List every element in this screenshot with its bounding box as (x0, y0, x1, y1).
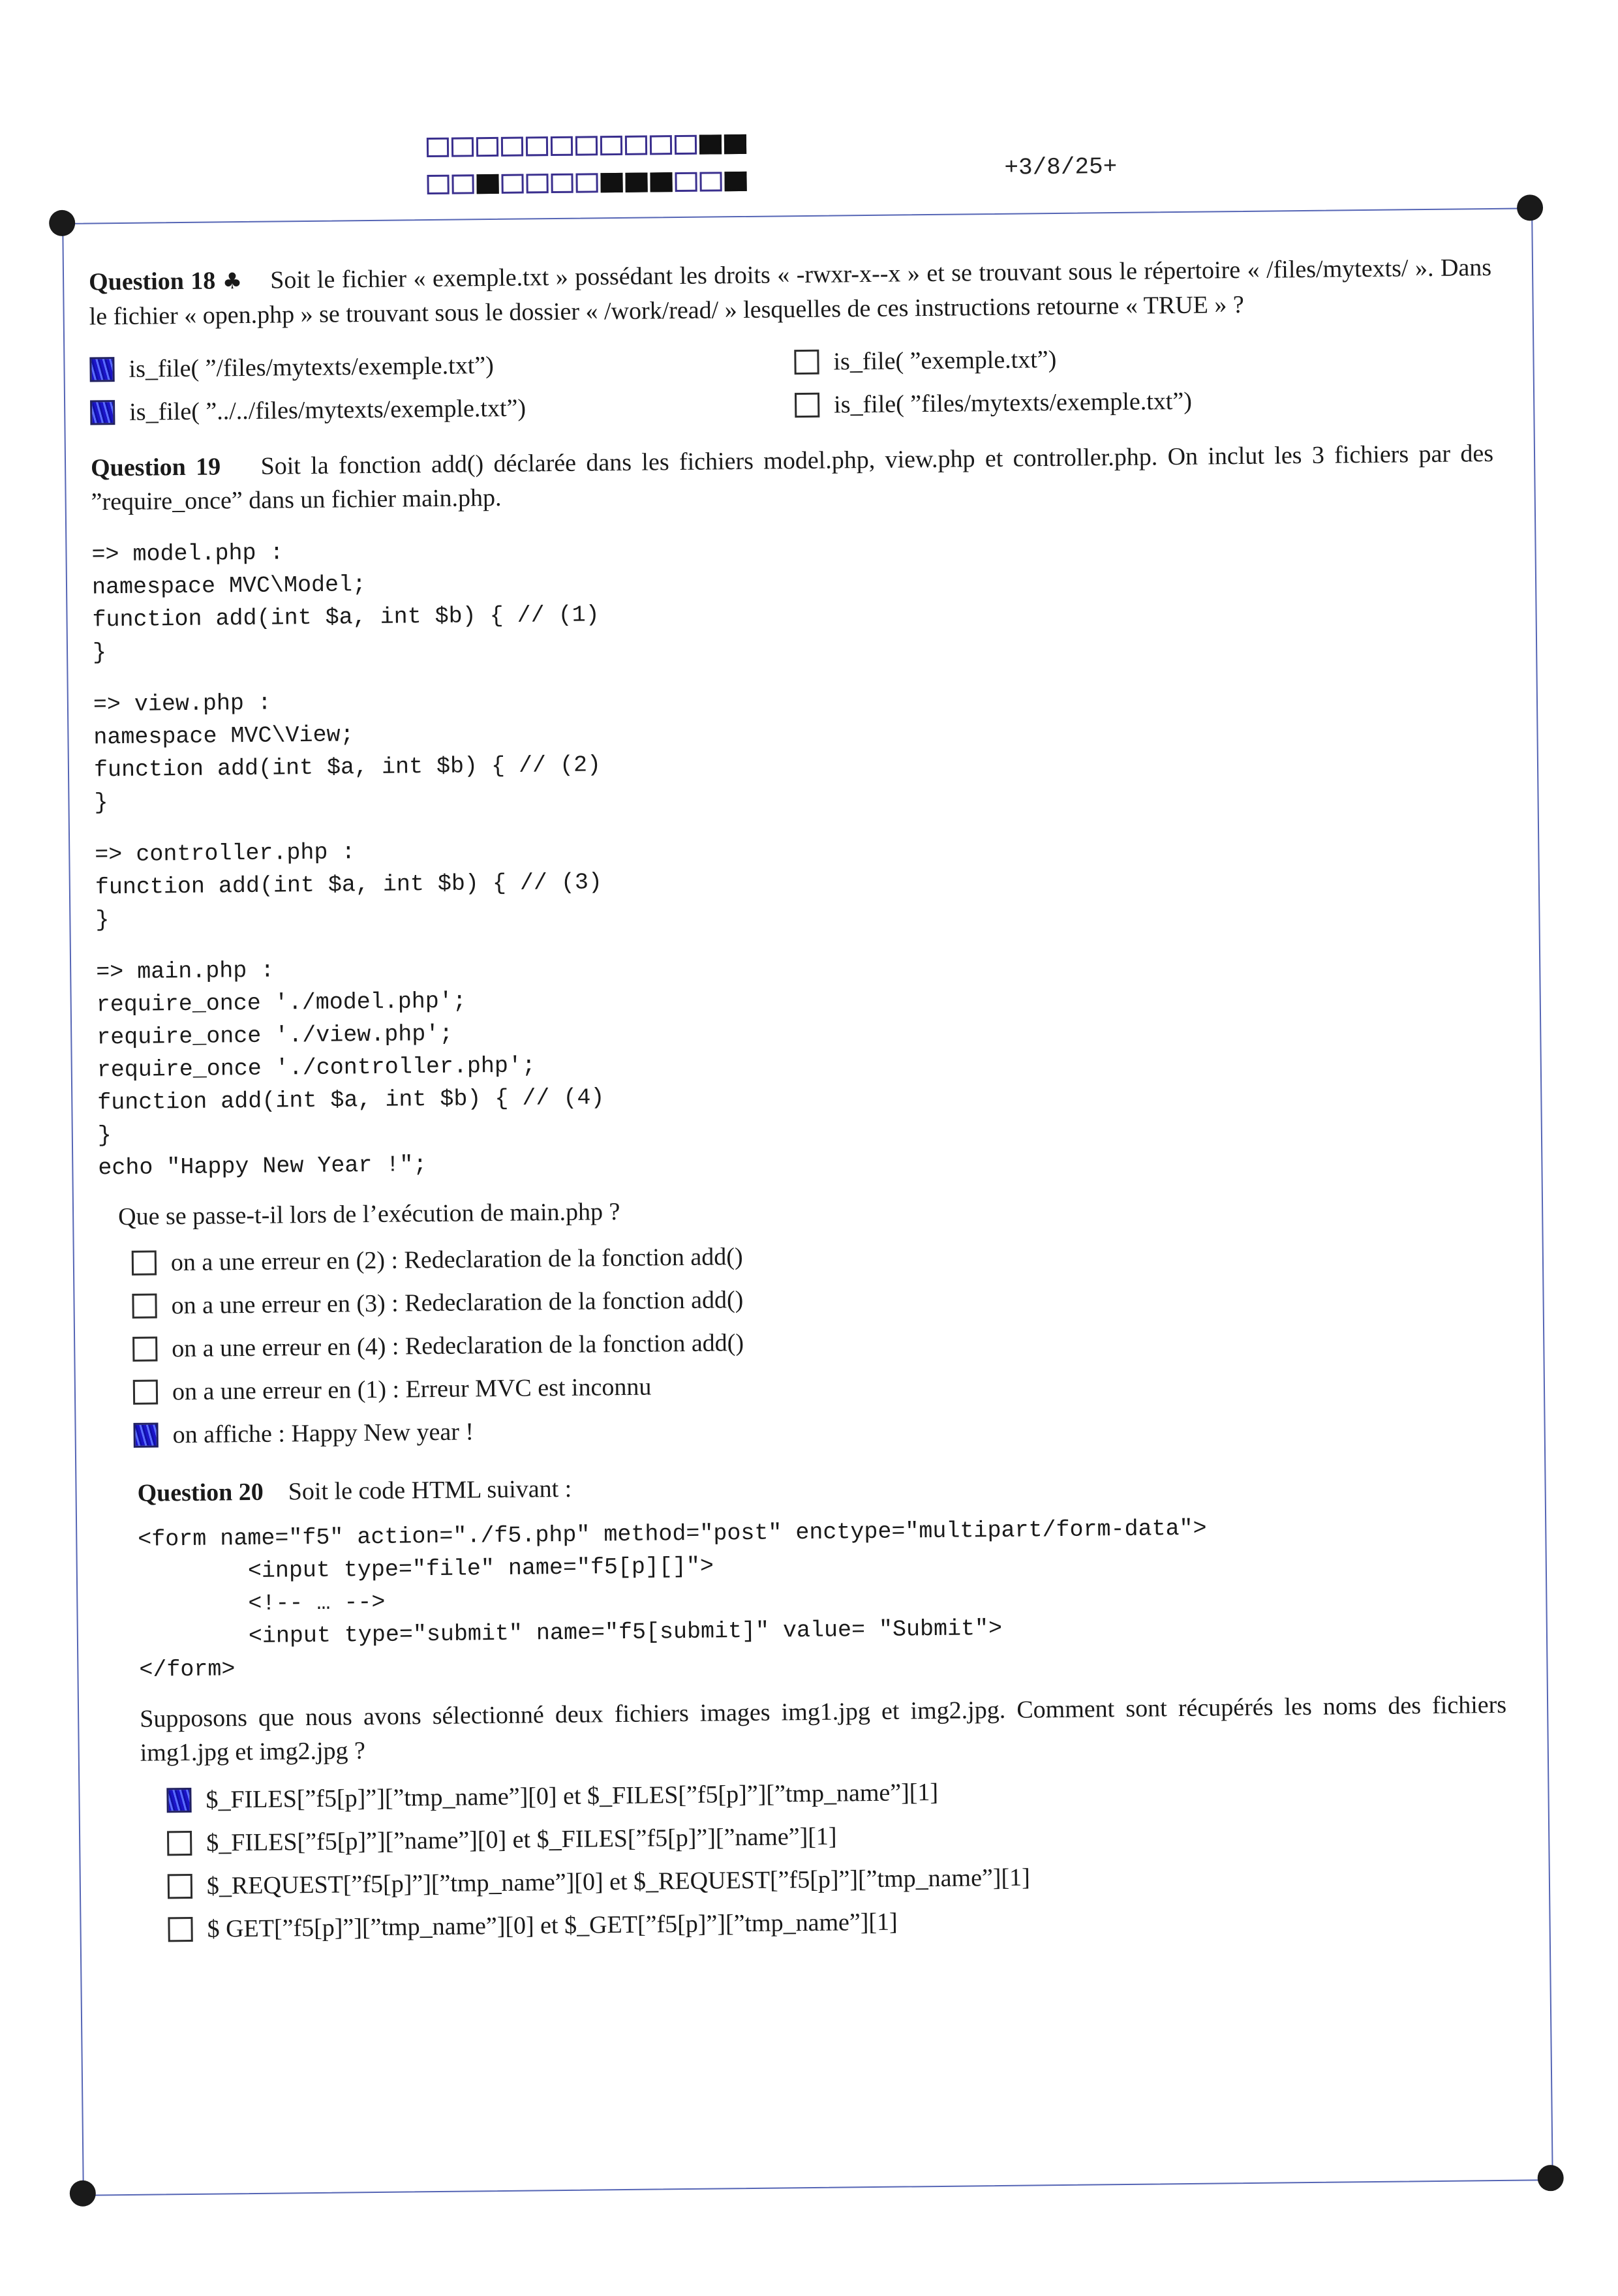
code-cell (501, 137, 523, 157)
q18-title: Question 18 (88, 267, 216, 296)
code-cell (551, 136, 573, 156)
option-label: on a une erreur en (1) : Erreur MVC est inconnu (172, 1373, 652, 1406)
option-label: $_FILES[”f5[p]”][”tmp_name”][0] et $_FILES[”f5[p]”][”tmp_name”][1] (206, 1778, 939, 1814)
code-cell (600, 136, 622, 155)
code-cell (451, 137, 474, 157)
checkbox[interactable] (132, 1250, 157, 1275)
q20-text-line2: fichiers img1.jpg et img2.jpg ? (140, 1691, 1507, 1767)
q20-title: Question 20 (137, 1478, 264, 1507)
scan-code-row-2 (427, 172, 749, 194)
code-cell (675, 135, 697, 155)
code-cell (724, 172, 746, 191)
code-cell (451, 174, 474, 194)
checkbox[interactable] (795, 393, 819, 418)
code-model-php: => model.php : namespace MVC\Model; function add(int $a, int $b) { // (1) } (91, 540, 600, 666)
q19-text (91, 436, 1494, 519)
checkbox[interactable] (89, 357, 114, 382)
code-cell (476, 174, 498, 194)
code-cell (427, 138, 449, 157)
code-cell (427, 175, 449, 194)
corner-marker-bottom-left (70, 2181, 96, 2207)
code-view-php: => view.php : namespace MVC\View; function add(int $a, int $b) { // (2) } (93, 690, 602, 816)
code-cell (600, 173, 622, 192)
code-cell (575, 136, 598, 155)
q19-text-line2: par des ”require_once” dans un fichier main.php. (91, 439, 1494, 516)
exam-content (89, 251, 1509, 1952)
checkbox[interactable] (133, 1379, 158, 1404)
q20-intro: Soit le code HTML suivant : (288, 1475, 572, 1506)
checkbox[interactable] (133, 1422, 158, 1447)
option-label: is_file( ”../../files/mytexts/exemple.txt”) (129, 394, 527, 426)
checkbox[interactable] (168, 1874, 192, 1899)
code-cell (476, 137, 498, 157)
option-label: on a une erreur en (4) : Redeclaration de la fonction add() (172, 1329, 744, 1363)
option-label: on a une erreur en (3) : Redeclaration de la fonction add() (171, 1286, 744, 1320)
checkbox[interactable] (167, 1831, 192, 1856)
code-cell (551, 174, 573, 193)
code-cell (675, 172, 697, 192)
checkbox[interactable] (794, 350, 819, 375)
code-cell (699, 172, 722, 191)
q18-option-1[interactable] (89, 341, 795, 391)
q19-question: Que se passe-t-il lors de l’exécution de main.php ? (117, 1198, 620, 1231)
q18-text-line2: /files/mytexts/ ». Dans le fichier « open.php » se trouvant sous le dossier « /work/read/ » lesquelles de ces instructions retourne (89, 253, 1492, 331)
q20-heading (137, 1462, 1504, 1510)
option-label: on a une erreur en (2) : Redeclaration de la fonction add() (170, 1243, 743, 1277)
question-20 (137, 1462, 1509, 1952)
code-controller-php: => controller.php : function add(int $a, int $b) { // (3) } (95, 839, 603, 934)
q18-text-line3: « TRUE » ? (1125, 290, 1244, 320)
q20-text-line1: Supposons que nous avons sélectionné deux fichiers images img1.jpg et img2.jpg. Comment sont récupérés les noms des (139, 1692, 1422, 1733)
option-label: $_REQUEST[”f5[p]”][”tmp_name”][0] et $_REQUEST[”f5[p]”][”tmp_name”][1] (206, 1863, 1030, 1900)
page-id: +3/8/25+ (1004, 153, 1118, 181)
q18-options (89, 333, 1493, 435)
option-label: $ GET[”f5[p]”][”tmp_name”][0] et $_GET[”f5[p]”][”tmp_name”][1] (207, 1908, 898, 1943)
code-cell (575, 173, 598, 192)
code-cell (526, 136, 548, 156)
code-cell (501, 174, 523, 194)
option-label: is_file( ”exemple.txt”) (833, 345, 1057, 376)
option-label: $_FILES[”f5[p]”][”name”][0] et $_FILES[”f5[p]”][”name”][1] (206, 1822, 837, 1857)
option-label: on affiche : Happy New year ! (172, 1418, 474, 1449)
corner-marker-bottom-right (1537, 2165, 1563, 2191)
code-cell (625, 136, 647, 155)
code-cell (699, 134, 722, 154)
code-cell (724, 134, 746, 154)
club-icon: ♣ (222, 268, 243, 295)
corner-marker-top-right (1517, 194, 1543, 221)
q18-text (89, 251, 1492, 334)
option-label: is_file( ”files/mytexts/exemple.txt”) (833, 387, 1193, 419)
q20-options (166, 1765, 1509, 1952)
q19-options (132, 1227, 1504, 1457)
question-18 (89, 251, 1493, 435)
checkbox[interactable] (90, 400, 115, 425)
q18-text-line1: Soit le fichier « exemple.txt » possédant les droits « -rwxr-x--x » et se trouvant sous le répertoire « (269, 256, 1260, 294)
q19-title: Question 19 (90, 453, 221, 482)
question-19 (91, 436, 1504, 1457)
q18-option-4[interactable] (795, 377, 1448, 427)
code-cell (625, 173, 647, 192)
corner-marker-top-left (49, 210, 75, 236)
q18-option-3[interactable] (794, 334, 1447, 384)
checkbox[interactable] (166, 1788, 191, 1813)
checkbox[interactable] (168, 1917, 192, 1942)
scan-code-row-1 (427, 134, 749, 157)
checkbox[interactable] (132, 1293, 157, 1318)
q20-text (140, 1688, 1507, 1770)
q18-option-2[interactable] (90, 384, 795, 434)
option-label: is_file( ”/files/mytexts/exemple.txt”) (129, 351, 495, 383)
code-cell (650, 135, 672, 155)
code-cell (526, 174, 548, 193)
code-main-php: => main.php : require_once './model.php'; require_once './view.php'; require_once './controller.php'; function add(int $a, int $b) { // (4) } echo "Happy New Year !"; (96, 957, 605, 1182)
checkbox[interactable] (132, 1336, 157, 1361)
code-cell (650, 172, 672, 192)
q19-text-line1: Soit la fonction add() déclarée dans les fichiers model.php, view.php et controller.php. On inclut les 3 fichiers (260, 440, 1409, 480)
code-html-form: <form name="f5" action="./f5.php" method="post" enctype="multipart/form-data"> <input type="file" name="f5[p][]"> <!-- … --> <input type="submit" name="f5[submit]" value= "Submit"> </form> (138, 1515, 1207, 1683)
